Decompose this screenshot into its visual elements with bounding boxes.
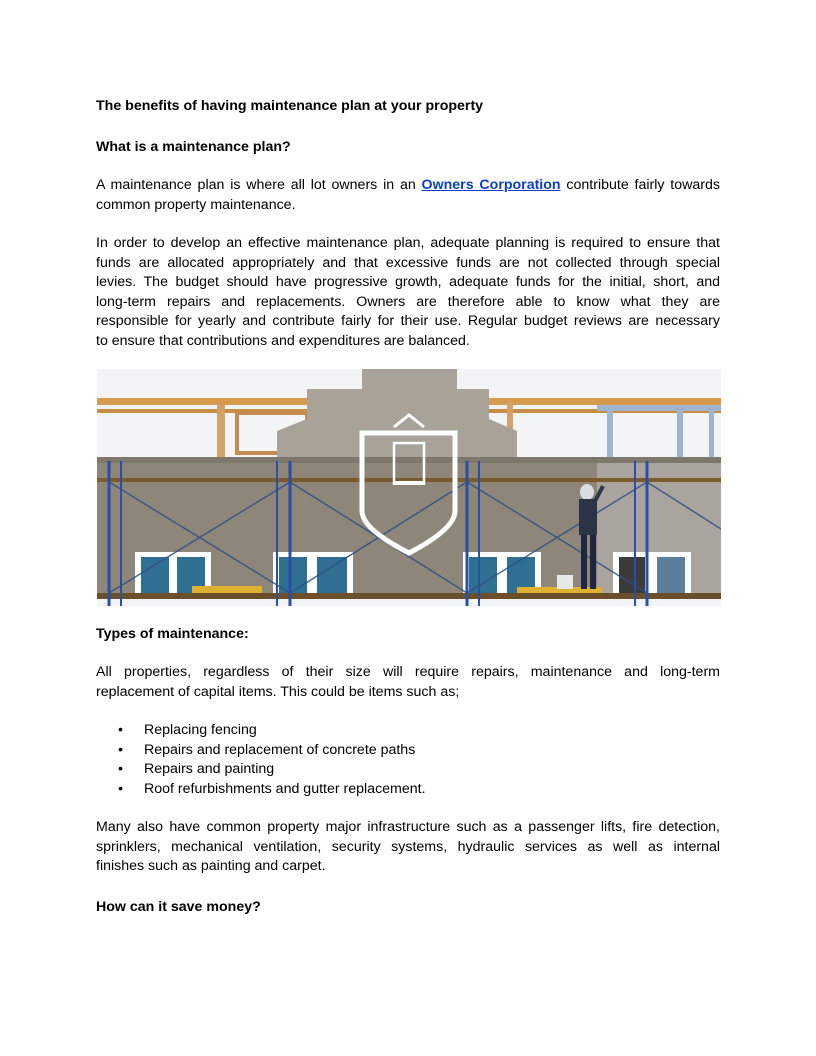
bullet-icon: • — [118, 780, 123, 797]
paragraph-definition-line-2: common property maintenance. — [96, 196, 296, 213]
paragraph-planning — [96, 234, 720, 351]
scaffolding-photo — [97, 369, 721, 606]
paragraph-line: finishes such as painting and carpet. — [96, 858, 326, 874]
paragraph-line: levies. The budget should have progressive growth, adequate funds for the initial, short, and — [96, 274, 720, 290]
paragraph-definition-text-after: contribute fairly towards — [560, 177, 720, 193]
document-title: The benefits of having maintenance plan at your property — [96, 98, 484, 114]
section-heading-save-money: How can it save money? — [96, 899, 261, 915]
list-item — [96, 780, 716, 800]
list-item — [96, 760, 716, 780]
list-item — [96, 741, 716, 761]
owners-corporation-link[interactable]: Owners Corporation — [421, 177, 561, 193]
list-item-text: Repairs and replacement of concrete paths — [144, 741, 416, 758]
paragraph-line: to ensure that contributions and expenditures are balanced. — [96, 332, 470, 349]
paragraph-line: replacement of capital items. This could be items such as; — [96, 683, 460, 700]
paragraph-line: long-term repairs and replacements. Owners are therefore able to know what they are — [96, 293, 720, 310]
paragraph-line: responsible for yearly and contribute fairly for their use. Regular budget reviews are necessary — [96, 313, 720, 329]
paragraph-line: funds are allocated appropriately and that excessive funds are not collected through special — [96, 254, 720, 271]
list-item-text: Replacing fencing — [144, 722, 257, 738]
bullet-icon: • — [118, 761, 123, 777]
paragraph-properties — [96, 663, 720, 702]
paragraph-line: All properties, regardless of their size will require repairs, maintenance and long-term — [96, 664, 720, 680]
bullet-icon: • — [118, 741, 123, 758]
list-item — [96, 721, 716, 741]
list-item-text: Repairs and painting — [144, 761, 275, 777]
list-item-text: Roof refurbishments and gutter replacement. — [144, 780, 426, 797]
paragraph-line: sprinklers, mechanical ventilation, security systems, hydraulic services as well as internal — [96, 838, 720, 855]
paragraph-line: Many also have common property major infrastructure such as a passenger lifts, fire detection, — [96, 819, 720, 835]
paragraph-definition-line-1 — [96, 176, 720, 196]
paragraph-definition-text: A maintenance plan is where all lot owners in an — [96, 177, 422, 193]
paragraph-infrastructure — [96, 818, 720, 877]
section-heading-types: Types of maintenance: — [96, 626, 249, 642]
section-heading-what-is: What is a maintenance plan? — [96, 139, 291, 155]
paragraph-definition — [96, 176, 720, 215]
bullet-icon: • — [118, 722, 123, 738]
maintenance-items-list — [96, 721, 716, 799]
paragraph-line: In order to develop an effective maintenance plan, adequate planning is required to ensure that — [96, 235, 720, 251]
